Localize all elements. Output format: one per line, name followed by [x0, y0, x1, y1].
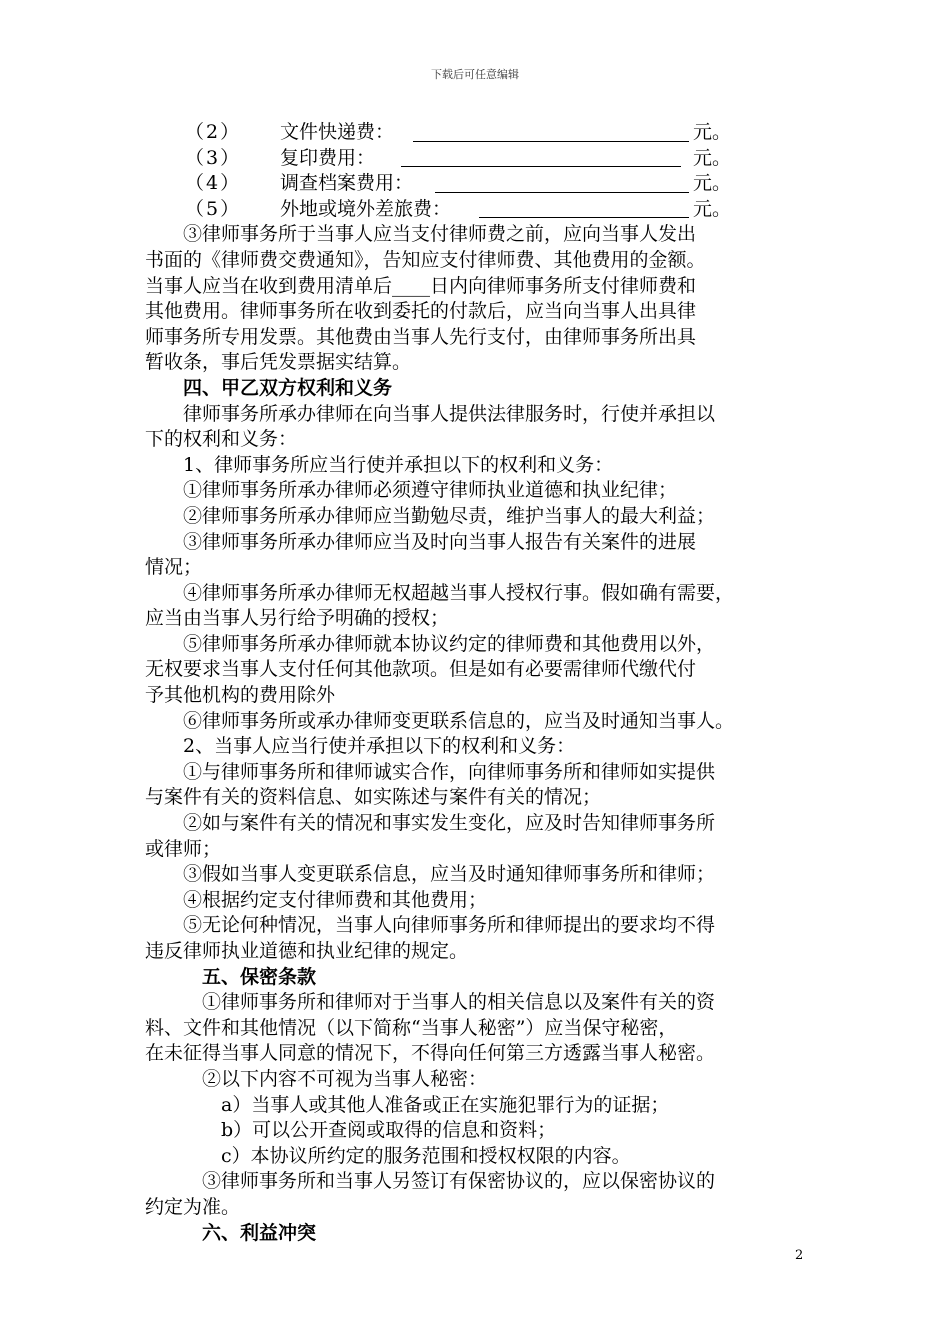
fee-number: （2） — [185, 121, 242, 143]
paragraph-line: 在未征得当事人同意的情况下，不得向任何第三方透露当事人秘密。 — [145, 1042, 716, 1065]
paragraph-line: ③律师事务所于当事人应当支付律师费之前，应向当事人发出 — [145, 223, 697, 246]
paragraph-line: 与案件有关的资料信息、如实陈述与案件有关的情况； — [145, 786, 602, 809]
paragraph-line: ③律师事务所承办律师应当及时向当事人报告有关案件的进展 — [145, 530, 697, 553]
section-heading: 六、利益冲突 — [145, 1221, 317, 1244]
fee-unit: 元。 — [693, 172, 732, 195]
fee-name: 外地或境外差旅费： — [280, 197, 452, 220]
paragraph-line: ③律师事务所和当事人另签订有保密协议的，应以保密协议的 — [145, 1170, 716, 1193]
paragraph-line: 律师事务所承办律师在向当事人提供法律服务时，行使并承担以 — [145, 402, 716, 425]
paragraph-line: c）本协议所约定的服务范围和授权权限的内容。 — [145, 1144, 631, 1167]
fee-unit: 元。 — [693, 121, 732, 143]
paragraph-line: 下的权利和义务： — [145, 428, 298, 451]
fee-name: 调查档案费用： — [280, 172, 414, 195]
fee-number: （3） — [185, 146, 242, 169]
paragraph-line: ⑥律师事务所或承办律师变更联系信息的，应当及时通知当事人。 — [145, 709, 735, 732]
paragraph-line: 其他费用。律师事务所在收到委托的付款后，应当向当事人出具律 — [145, 300, 697, 323]
paragraph-line: ①律师事务所承办律师必须遵守律师执业道德和执业纪律； — [145, 479, 678, 502]
paragraph-line: 暂收条，事后凭发票据实结算。 — [145, 351, 412, 374]
paragraph-line: 当事人应当在收到费用清单后____日内向律师事务所支付律师费和 — [145, 274, 697, 297]
paragraph-line: ②以下内容不可视为当事人秘密： — [145, 1067, 488, 1090]
fee-unit: 元。 — [693, 197, 732, 220]
paragraph-line: a）当事人或其他人准备或正在实施犯罪行为的证据； — [145, 1093, 670, 1116]
fill-in-blank — [479, 216, 689, 218]
fee-item — [145, 197, 825, 223]
paragraph-line: 1、律师事务所应当行使并承担以下的权利和义务： — [145, 453, 614, 476]
paragraph-line: 约定为准。 — [145, 1195, 241, 1218]
fee-unit: 元。 — [693, 146, 732, 169]
paragraph-line: ⑤无论何种情况，当事人向律师事务所和律师提出的要求均不得 — [145, 914, 716, 937]
section-heading: 四、甲乙双方权利和义务 — [145, 376, 393, 399]
paragraph-line: ②律师事务所承办律师应当勤勉尽责，维护当事人的最大利益； — [145, 504, 716, 527]
paragraph-line: b）可以公开查阅或取得的信息和资料； — [145, 1119, 557, 1142]
paragraph-line: 无权要求当事人支付任何其他款项。但是如有必要需律师代缴代付 — [145, 658, 697, 681]
fee-item — [145, 171, 825, 197]
fee-number: （5） — [185, 197, 242, 220]
fill-in-blank — [435, 191, 689, 193]
fill-in-blank — [401, 165, 681, 167]
paragraph-line: 予其他机构的费用除外 — [145, 684, 336, 707]
paragraph-line: 违反律师执业道德和执业纪律的规定。 — [145, 940, 469, 962]
paragraph-line: 师事务所专用发票。其他费由当事人先行支付，由律师事务所出具 — [145, 325, 697, 348]
paragraph-line: ①律师事务所和律师对于当事人的相关信息以及案件有关的资 — [145, 991, 716, 1014]
paragraph-line: ⑤律师事务所承办律师就本协议约定的律师费和其他费用以外， — [145, 632, 716, 655]
page-number: 2 — [795, 1248, 804, 1263]
section-heading: 五、保密条款 — [145, 965, 317, 988]
paragraph-line: ②如与案件有关的情况和事实发生变化，应及时告知律师事务所 — [145, 812, 716, 835]
paragraph-line: ④根据约定支付律师费和其他费用； — [145, 888, 488, 911]
paragraph-line: 书面的《律师费交费通知》，告知应支付律师费、其他费用的金额。 — [145, 248, 706, 271]
paragraph-line: 情况； — [145, 556, 203, 579]
paragraph-line: ④律师事务所承办律师无权超越当事人授权行事。假如确有需要， — [145, 581, 735, 604]
paragraph-line: 应当由当事人另行给予明确的授权； — [145, 607, 450, 630]
paragraph-line: 2、当事人应当行使并承担以下的权利和义务： — [145, 735, 576, 758]
paragraph-line: ①与律师事务所和律师诚实合作，向律师事务所和律师如实提供 — [145, 760, 716, 783]
fee-number: （4） — [185, 172, 242, 195]
paragraph-line: ③假如当事人变更联系信息，应当及时通知律师事务所和律师； — [145, 863, 716, 886]
fee-name: 文件快递费： — [280, 121, 395, 143]
paragraph-line: 或律师； — [145, 837, 222, 860]
document-body — [145, 120, 825, 1246]
fee-item — [145, 146, 825, 172]
paragraph-line: 料、文件和其他情况（以下简称“当事人秘密”）应当保守秘密， — [145, 1016, 678, 1039]
fee-item — [145, 120, 825, 146]
fee-name: 复印费用： — [280, 146, 376, 169]
page-header: 下载后可任意编辑 — [431, 68, 519, 81]
fill-in-blank — [413, 140, 689, 142]
